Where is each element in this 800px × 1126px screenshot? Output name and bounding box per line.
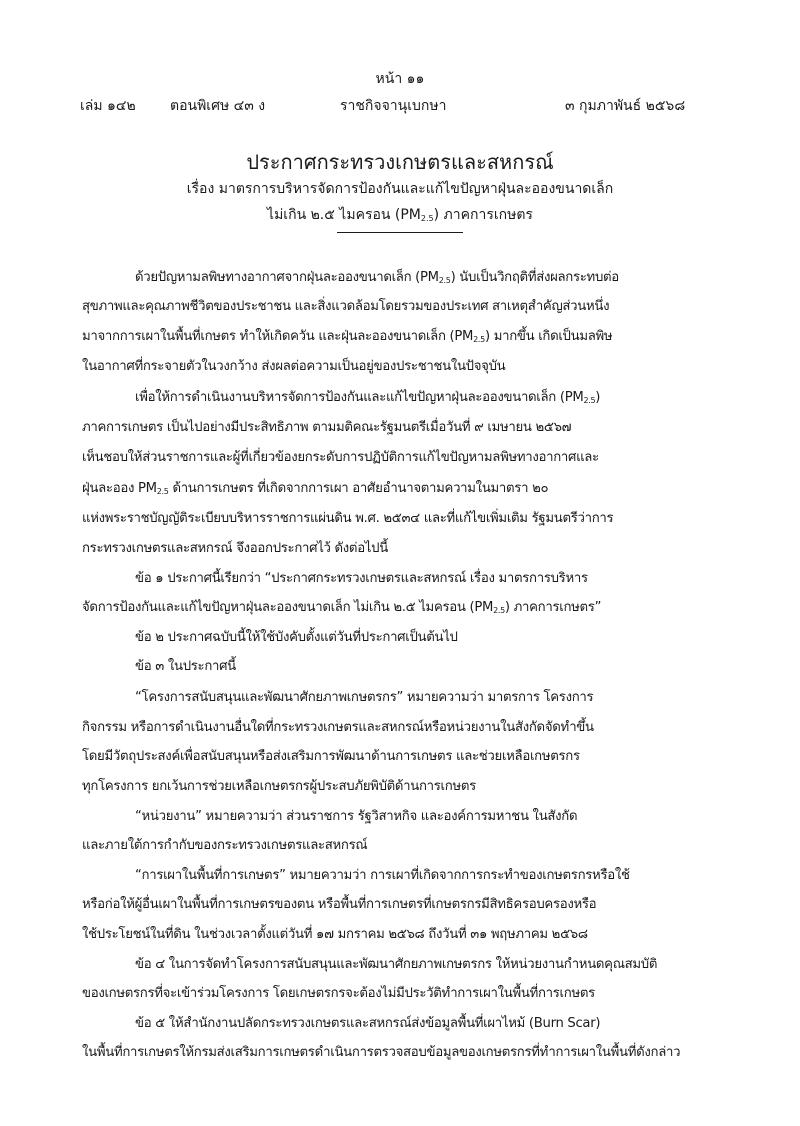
body-line: หรือก่อให้ผู้อื่นเผาในพื้นที่การเกษตรของตน หรือพื้นที่การเกษตรที่เกษตรกรมีสิทธิครอบครองหรือ — [82, 897, 597, 912]
body-line: กระทรวงเกษตรและสหกรณ์ จึงออกประกาศไว้ ดังต่อไปนี้ — [82, 541, 388, 556]
text-span: ไม่เกิน ๒.๕ ไมครอน $(PM_{2.5})$ ภาคการเกษตร — [267, 207, 533, 223]
body-line: และภายใต้การกำกับของกระทรวงเกษตรและสหกรณ์ — [82, 838, 368, 853]
body-line: “การเผาในพื้นที่การเกษตร” หมายความว่า การเผาที่เกิดจากการกระทำของเกษตรกรหรือใช้ — [135, 868, 630, 883]
body-line: ในพื้นที่การเกษตรให้กรมส่งเสริมการเกษตรดำเนินการตรวจสอบข้อมูลของเกษตรกรที่ทำการเผาในพื้นที่ดังกล่าว — [82, 1045, 681, 1060]
body-line: ฝุ่นละออง $PM_{2.5}$ ด้านการเกษตร ที่เกิดจากการเผา อาศัยอำนาจตามความในมาตรา ๒๐ — [82, 481, 549, 496]
volume-number: เล่ม ๑๔๒ — [80, 98, 136, 114]
body-line: ภาคการเกษตร เป็นไปอย่างมีประสิทธิภาพ ตามมติคณะรัฐมนตรีเมื่อวันที่ ๙ เมษายน ๒๕๖๗ — [82, 420, 572, 435]
body-line: “หน่วยงาน” หมายความว่า ส่วนราชการ รัฐวิสาหกิจ และองค์การมหาชน ในสังกัด — [135, 809, 578, 824]
body-line: มาจากการเผาในพื้นที่เกษตร ทำให้เกิดควัน และฝุ่นละอองขนาดเล็ก $(PM_{2.5})$ มากขึ้น เกิดเป็นมลพิษ — [82, 329, 613, 344]
body-line: ข้อ ๔ ในการจัดทำโครงการสนับสนุนและพัฒนาศักยภาพเกษตรกร ให้หน่วยงานกำหนดคุณสมบัติ — [135, 957, 658, 972]
body-line: ข้อ ๕ ให้สำนักงานปลัดกระทรวงเกษตรและสหกรณ์ส่งข้อมูลพื้นที่เผาไหม้ (Burn Scar) — [135, 1016, 601, 1031]
body-line: ข้อ ๒ ประกาศฉบับนี้ให้ใช้บังคับตั้งแต่วันที่ประกาศเป็นต้นไป — [135, 630, 458, 645]
body-line: เห็นชอบให้ส่วนราชการและผู้ที่เกี่ยวข้องยกระดับการปฏิบัติการแก้ไขปัญหามลพิษทางอากาศและ — [82, 450, 599, 465]
body-line: สุขภาพและคุณภาพชีวิตของประชาชน และสิ่งแวดล้อมโดยรวมของประเทศ สาเหตุสำคัญส่วนหนึ่ง — [82, 299, 610, 314]
body-line: โดยมีวัตถุประสงค์เพื่อสนับสนุนหรือส่งเสริมการพัฒนาด้านการเกษตร และช่วยเหลือเกษตรกร — [82, 749, 580, 764]
body-line: “โครงการสนับสนุนและพัฒนาศักยภาพเกษตรกร” หมายความว่า มาตรการ โครงการ — [135, 690, 594, 705]
publication-name: ราชกิจจานุเบกษา — [340, 98, 447, 114]
title-divider — [337, 232, 463, 233]
issue-number: ตอนพิเศษ ๔๓ ง — [170, 98, 266, 114]
announcement-title — [0, 146, 800, 178]
body-line: ของเกษตรกรที่จะเข้าร่วมโครงการ โดยเกษตรกรจะต้องไม่มีประวัติทำการเผาในพื้นที่การเกษตร — [82, 986, 595, 1001]
body-line: เพื่อให้การดำเนินงานบริหารจัดการป้องกันและแก้ไขปัญหาฝุ่นละอองขนาดเล็ก $(PM_{2.5})$ — [135, 390, 601, 405]
announcement-subject-line-1 — [0, 178, 800, 200]
body-line: แห่งพระราชบัญญัติระเบียบบริหารราชการแผ่นดิน พ.ศ. ๒๕๓๔ และที่แก้ไขเพิ่มเติม รัฐมนตรีว่าการ — [82, 511, 614, 526]
text-span: ประกาศกระทรวงเกษตรและสหกรณ์ — [246, 150, 554, 174]
body-line: กิจกรรม หรือการดำเนินงานอื่นใดที่กระทรวงเกษตรและสหกรณ์หรือหน่วยงานในสังกัดจัดทำขึ้น — [82, 720, 594, 735]
page-number: หน้า ๑๑ — [375, 71, 425, 87]
body-line: ข้อ ๑ ประกาศนี้เรียกว่า “ประกาศกระทรวงเกษตรและสหกรณ์ เรื่อง มาตรการบริหาร — [135, 571, 588, 586]
text-span: เรื่อง มาตรการบริหารจัดการป้องกันและแก้ไขปัญหาฝุ่นละอองขนาดเล็ก — [186, 181, 614, 197]
body-line: ด้วยปัญหามลพิษทางอากาศจากฝุ่นละอองขนาดเล็ก $(PM_{2.5})$ นับเป็นวิกฤติที่ส่งผลกระทบต่อ — [135, 270, 619, 285]
body-line: จัดการป้องกันและแก้ไขปัญหาฝุ่นละอองขนาดเล็ก ไม่เกิน ๒.๕ ไมครอน $(PM_{2.5})$ ภาคการเกษตร” — [82, 600, 602, 615]
body-line: ใช้ประโยชน์ในที่ดิน ในช่วงเวลาตั้งแต่วันที่ ๑๗ มกราคม ๒๕๖๘ ถึงวันที่ ๓๑ พฤษภาคม ๒๕๖๘ — [82, 927, 588, 942]
announcement-subject-line-2 — [0, 204, 800, 226]
body-line: ทุกโครงการ ยกเว้นการช่วยเหลือเกษตรกรผู้ประสบภัยพิบัติด้านการเกษตร — [82, 779, 476, 794]
body-line: ในอากาศที่กระจายตัวในวงกว้าง ส่งผลต่อความเป็นอยู่ของประชาชนในปัจจุบัน — [82, 359, 506, 374]
publication-date: ๓ กุมภาพันธ์ ๒๕๖๘ — [565, 98, 686, 114]
body-line: ข้อ ๓ ในประกาศนี้ — [135, 659, 236, 674]
